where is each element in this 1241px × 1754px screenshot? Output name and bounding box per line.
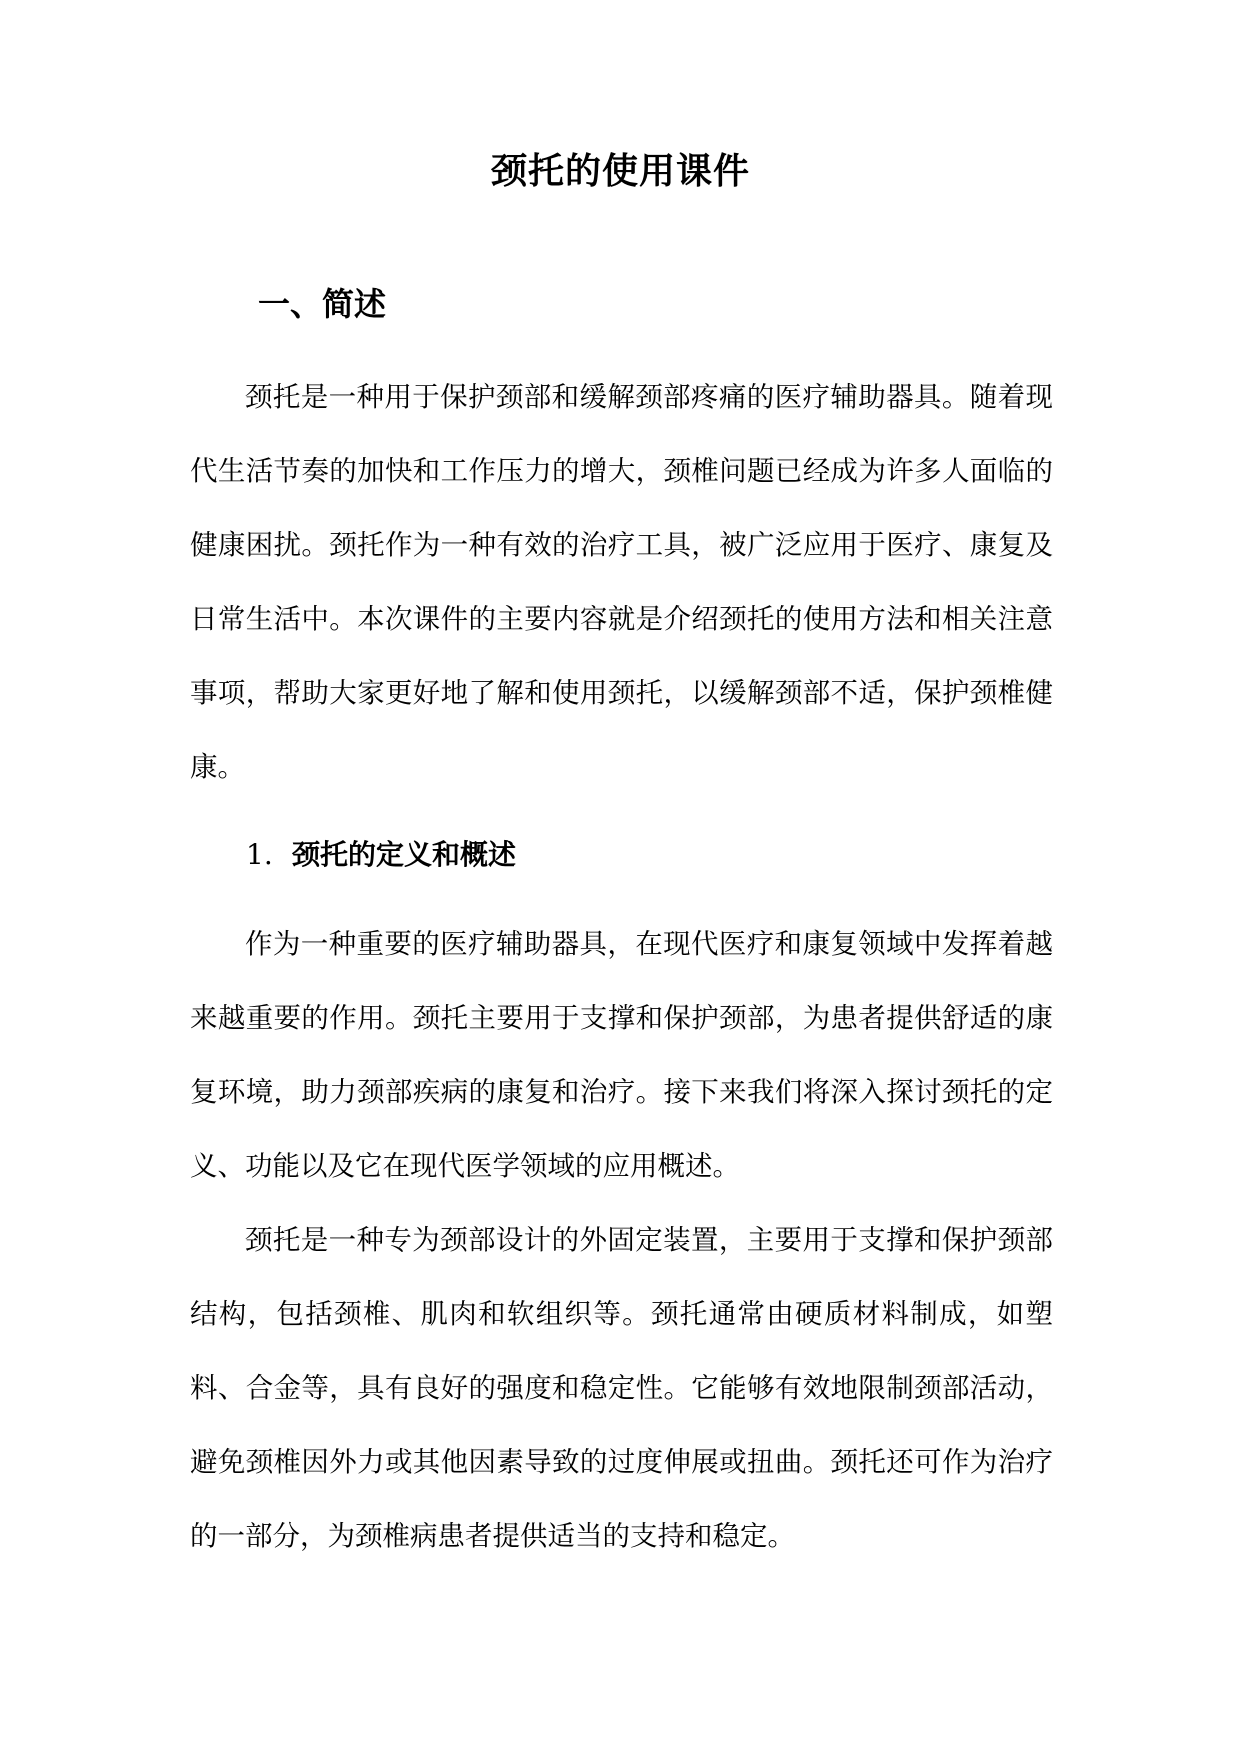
subsection-title: 颈托的定义和概述 xyxy=(292,838,517,871)
definition-paragraph-1: 作为一种重要的医疗辅助器具，在现代医疗和康复领域中发挥着越来越重要的作用。颈托主要用于支撑和保护颈部，为患者提供舒适的康复环境，助力颈部疾病的康复和治疗。接下来我们将深入探讨颈托的定义、功能以及它在现代医学领域的应用概述。 xyxy=(190,928,1053,1182)
subsection-heading xyxy=(246,833,516,877)
section-heading-overview: 一、简述 xyxy=(258,285,387,323)
definition-paragraph-2: 颈托是一种专为颈部设计的外固定装置，主要用于支撑和保护颈部结构，包括颈椎、肌肉和软组织等。颈托通常由硬质材料制成，如塑料、合金等，具有良好的强度和稳定性。它能够有效地限制颈部活动，避免颈椎因外力或其他因素导致的过度伸展或扭曲。颈托还可作为治疗的一部分，为颈椎病患者提供适当的支持和稳定。 xyxy=(190,1224,1053,1552)
document-title: 颈托的使用课件 xyxy=(490,151,750,192)
subsection-number: 1. xyxy=(246,838,273,871)
overview-paragraph: 颈托是一种用于保护颈部和缓解颈部疼痛的医疗辅助器具。随着现代生活节奏的加快和工作压力的增大，颈椎问题已经成为许多人面临的健康困扰。颈托作为一种有效的治疗工具，被广泛应用于医疗、康复及日常生活中。本次课件的主要内容就是介绍颈托的使用方法和相关注意事项，帮助大家更好地了解和使用颈托，以缓解颈部不适，保护颈椎健康。 xyxy=(190,381,1053,783)
